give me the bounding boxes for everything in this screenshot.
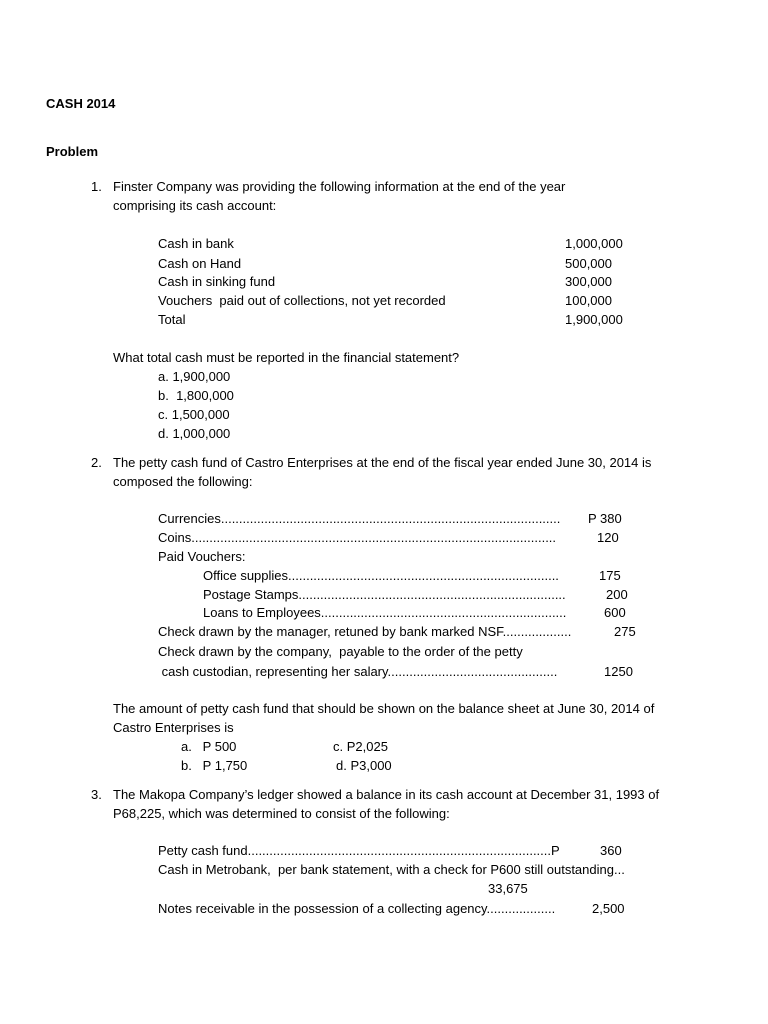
q1-item-label: Cash in bank — [158, 236, 234, 251]
q1-item-value: 1,000,000 — [565, 236, 623, 251]
q1-item-value: 100,000 — [565, 293, 612, 308]
document-title: CASH 2014 — [46, 96, 116, 111]
q3-text-line1: The Makopa Company’s ledger showed a balance in its cash account at December 31, 1993 of — [113, 787, 660, 802]
q2-loans-value: 600 — [604, 605, 626, 620]
q1-choice-b: b. 1,800,000 — [158, 388, 234, 403]
q2-loans-label: Loans to Employees.................................................................... — [203, 605, 567, 620]
q1-item-label: Vouchers paid out of collections, not yet recorded — [158, 293, 446, 308]
q2-coins-label: Coins..................................................................................................... — [158, 530, 557, 545]
q2-check-company-line1: Check drawn by the company, payable to the order of the petty — [158, 644, 523, 659]
q3-notes-receivable-value: 2,500 — [592, 901, 625, 916]
q1-choice-c: c. 1,500,000 — [158, 407, 230, 422]
q3-petty-cash-label: Petty cash fund....................................................................................P — [158, 843, 560, 858]
q1-total-value: 1,900,000 — [565, 312, 623, 327]
q1-text-line1: Finster Company was providing the following information at the end of the year — [113, 179, 566, 194]
q2-postage-label: Postage Stamps.......................................................................... — [203, 587, 566, 602]
q3-text-line2: P68,225, which was determined to consist of the following: — [113, 806, 450, 821]
q3-number: 3. — [91, 787, 102, 802]
q2-currencies-value: P 380 — [588, 511, 622, 526]
q2-postage-value: 200 — [606, 587, 628, 602]
q2-office-supplies-value: 175 — [599, 568, 621, 583]
q2-currencies-label: Currencies.............................................................................................. — [158, 511, 561, 526]
q2-text-line2: composed the following: — [113, 474, 253, 489]
q2-question-line2: Castro Enterprises is — [113, 720, 234, 735]
q1-total-label: Total — [158, 312, 186, 327]
q2-check-company-line2: cash custodian, representing her salary............................................... — [158, 664, 558, 679]
q2-choice-a: a. P 500 — [181, 739, 237, 754]
q2-choice-b: b. P 1,750 — [181, 758, 248, 773]
q1-choice-a: a. 1,900,000 — [158, 369, 231, 384]
q3-petty-cash-value: 360 — [600, 843, 622, 858]
q1-item-value: 300,000 — [565, 274, 612, 289]
q1-number: 1. — [91, 179, 102, 194]
q2-question-line1: The amount of petty cash fund that should be shown on the balance sheet at June 30, 2014 of — [113, 701, 655, 716]
q2-check-manager-value: 275 — [614, 624, 636, 639]
q2-office-supplies-label: Office supplies........................................................................... — [203, 568, 559, 583]
q1-question: What total cash must be reported in the financial statement? — [113, 350, 460, 365]
q3-metrobank-label: Cash in Metrobank, per bank statement, with a check for P600 still outstanding... — [158, 862, 625, 877]
section-heading: Problem — [46, 144, 99, 159]
q2-paid-vouchers-label: Paid Vouchers: — [158, 549, 246, 564]
q1-item-label: Cash on Hand — [158, 256, 242, 271]
q2-check-company-value: 1250 — [604, 664, 633, 679]
q2-choice-d: d. P3,000 — [336, 758, 392, 773]
q2-choice-c: c. P2,025 — [333, 739, 388, 754]
q2-text-line1: The petty cash fund of Castro Enterprises at the end of the fiscal year ended June 30, 2014 is — [113, 455, 652, 470]
q1-text-line2: comprising its cash account: — [113, 198, 277, 213]
q2-check-manager-label: Check drawn by the manager, retuned by bank marked NSF................... — [158, 624, 572, 639]
q2-coins-value: 120 — [597, 530, 619, 545]
q1-item-label: Cash in sinking fund — [158, 274, 276, 289]
q1-choice-d: d. 1,000,000 — [158, 426, 231, 441]
q1-item-value: 500,000 — [565, 256, 612, 271]
q3-notes-receivable-label: Notes receivable in the possession of a collecting agency................... — [158, 901, 556, 916]
q2-number: 2. — [91, 455, 102, 470]
q3-metrobank-value: 33,675 — [488, 881, 528, 896]
